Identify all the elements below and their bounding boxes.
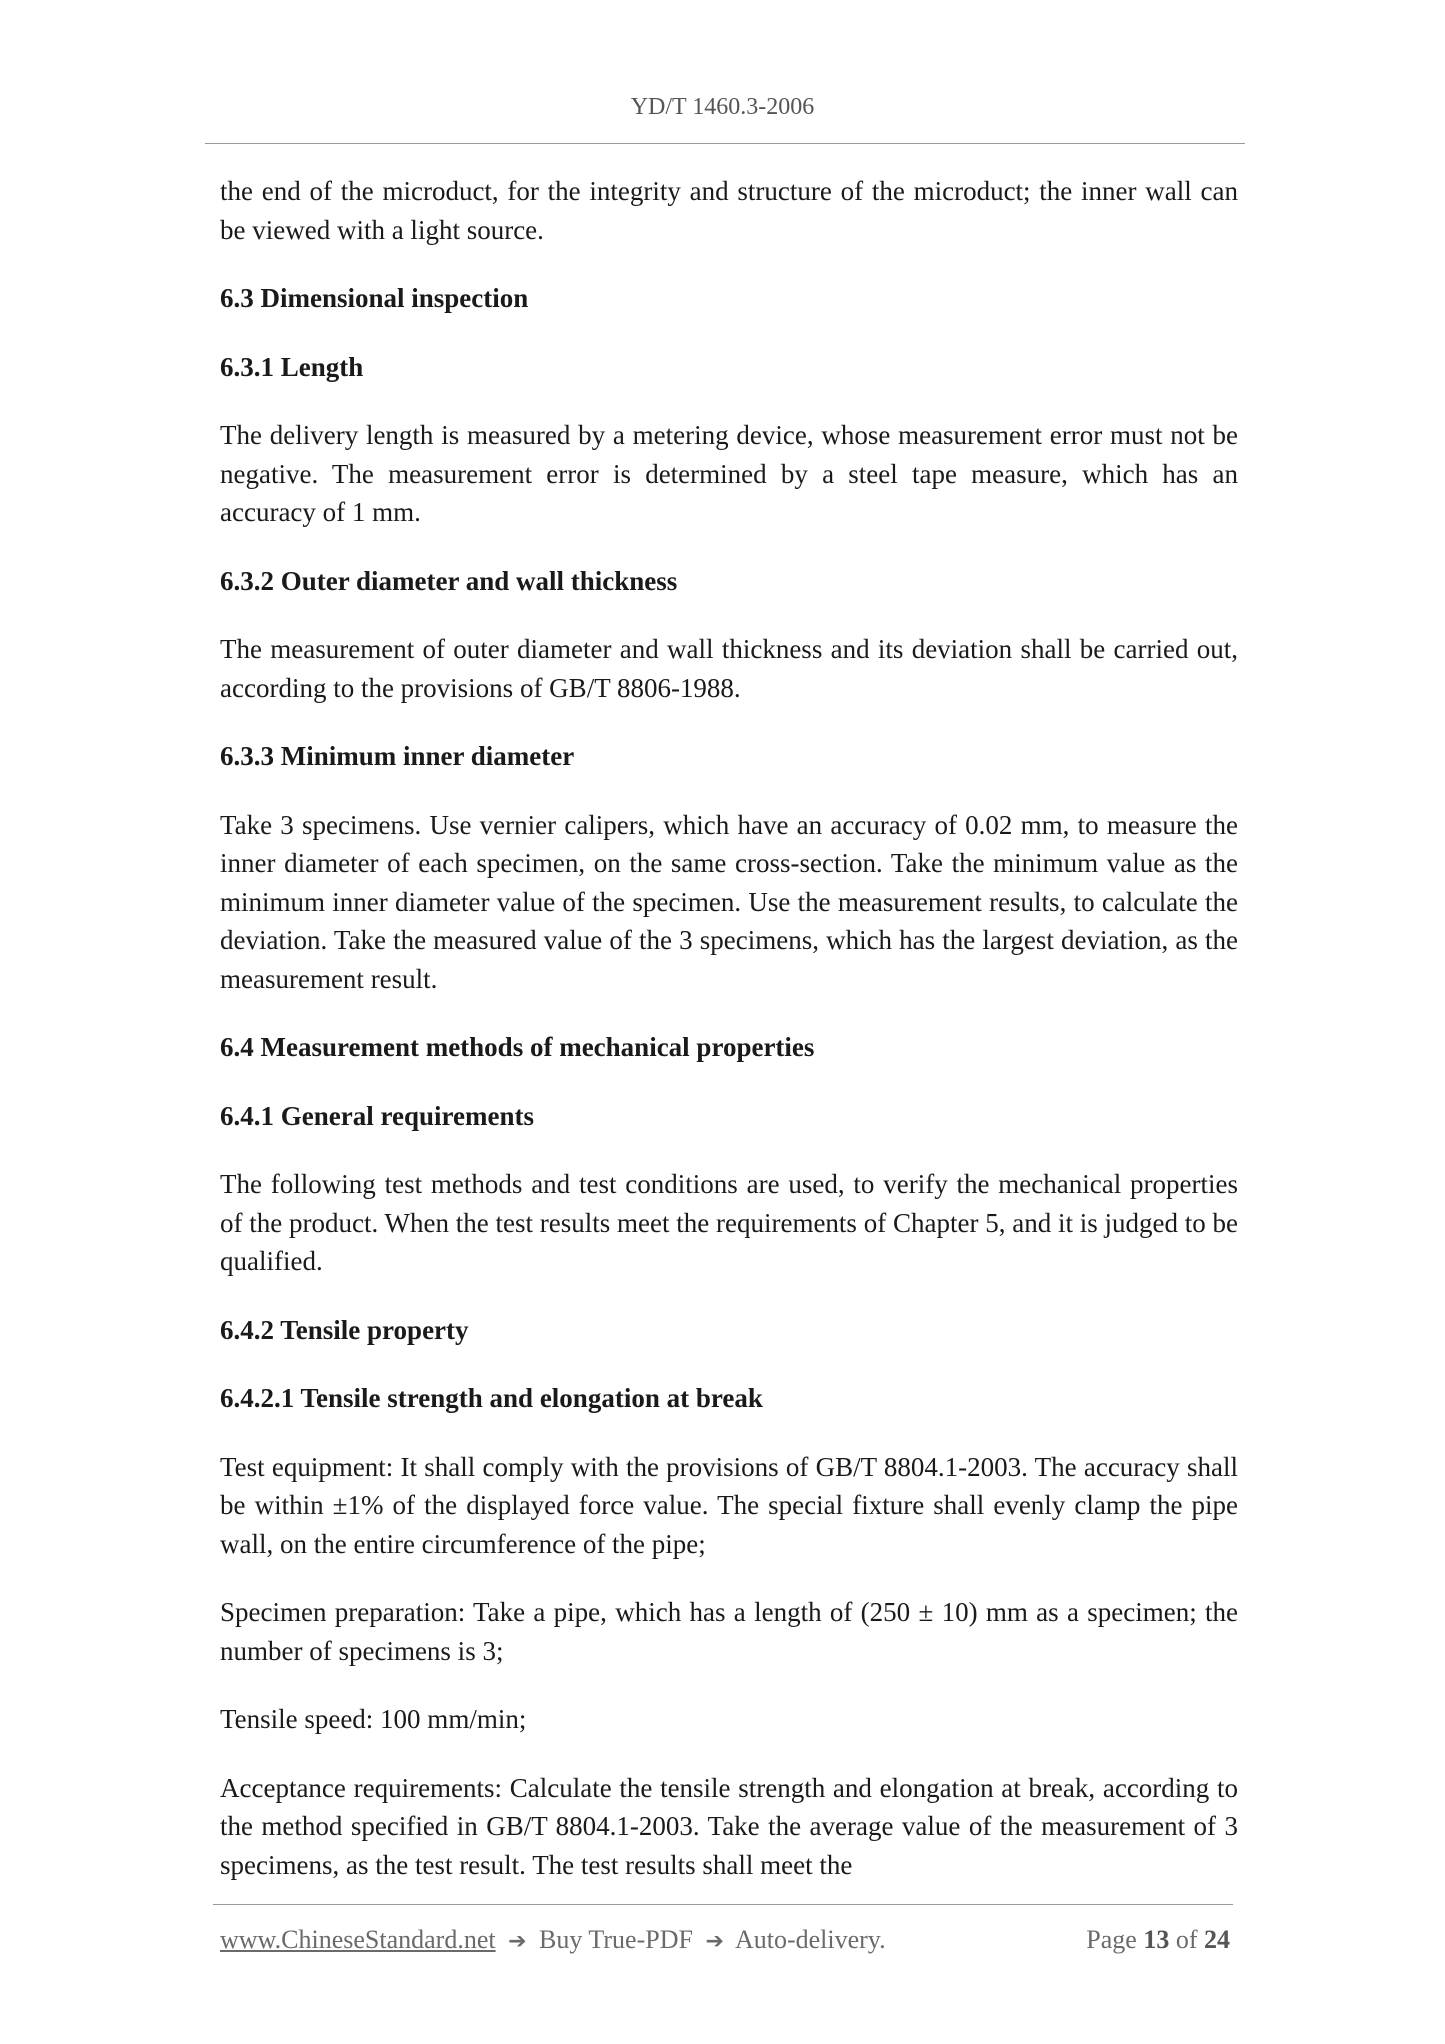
page-of-label: of (1175, 1925, 1198, 1954)
paragraph-general-requirements: The following test methods and test conditions are used, to verify the mechanical properties of the product. When the test results meet the requirements of Chapter 5, and it is judged to be qualified. (220, 1169, 1238, 1276)
buy-true-pdf-text: Buy True-PDF (539, 1925, 693, 1954)
paragraph-outer-diameter: The measurement of outer diameter and wall thickness and its deviation shall be carried out, according to the provisions of GB/T 8806-1988. (220, 634, 1238, 703)
paragraph-inner-diameter: Take 3 specimens. Use vernier calipers, which have an accuracy of 0.02 mm, to measure the inner diameter of each specimen, on the same cross-section. Take the minimum value as the minimum inner diameter value of the specimen. Use the measurement results, to calculate the deviation. Take the measured value of the 3 specimens, which has the largest deviation, as the measurement result. (220, 809, 1238, 994)
document-body (220, 172, 1238, 1884)
page-label: Page (1086, 1925, 1137, 1954)
section-heading-6-4-2-1: 6.4.2.1 Tensile strength and elongation at break (220, 1383, 763, 1413)
standard-code: YD/T 1460.3-2006 (630, 94, 815, 120)
page-header (0, 94, 1445, 121)
section-heading-6-3-2: 6.3.2 Outer diameter and wall thickness (220, 565, 678, 596)
section-heading-6-3-3: 6.3.3 Minimum inner diameter (220, 741, 575, 771)
page-total: 24 (1204, 1925, 1230, 1954)
section-heading-6-4-2: 6.4.2 Tensile property (220, 1314, 469, 1345)
auto-delivery-text: Auto-delivery. (734, 1925, 886, 1954)
header-divider (205, 143, 1245, 144)
paragraph-length: The delivery length is measured by a metering device, whose measurement error must not be negative. The measurement error is determined by a steel tape measure, which has an accuracy of 1 mm. (220, 420, 1238, 527)
paragraph-test-equipment: Test equipment: It shall comply with the provisions of GB/T 8804.1-2003. The accuracy shall be within ±1% of the displayed force value. The special fixture shall evenly clamp the pipe wall, on the entire circumference of the pipe; (220, 1451, 1238, 1559)
section-heading-6-3: 6.3 Dimensional inspection (220, 283, 529, 313)
page-number (1086, 1922, 1230, 1958)
page-current: 13 (1143, 1925, 1170, 1954)
footer-divider (213, 1904, 1233, 1905)
right-arrow-icon: ➔ (508, 1929, 527, 1954)
footer-promo (220, 1922, 886, 1960)
website-link[interactable]: www.ChineseStandard.net (220, 1925, 496, 1954)
section-heading-6-3-1: 6.3.1 Length (220, 351, 364, 382)
paragraph-tensile-speed: Tensile speed: 100 mm/min; (220, 1704, 527, 1734)
paragraph-acceptance-requirements: Acceptance requirements: Calculate the tensile strength and elongation at break, according to the method specified in GB/T 8804.1-2003. Take the average value of the measurement of 3 specimens, as the test result. The test results shall meet the (220, 1772, 1238, 1880)
section-heading-6-4-1: 6.4.1 General requirements (220, 1100, 534, 1131)
paragraph-specimen-preparation: Specimen preparation: Take a pipe, which has a length of (250 ± 10) mm as a specimen; the number of specimens is 3; (220, 1597, 1238, 1666)
paragraph-microduct-end: the end of the microduct, for the integrity and structure of the microduct; the inner wall can be viewed with a light source. (220, 176, 1238, 245)
section-heading-6-4: 6.4 Measurement methods of mechanical properties (220, 1032, 815, 1062)
right-arrow-icon: ➔ (705, 1929, 724, 1954)
